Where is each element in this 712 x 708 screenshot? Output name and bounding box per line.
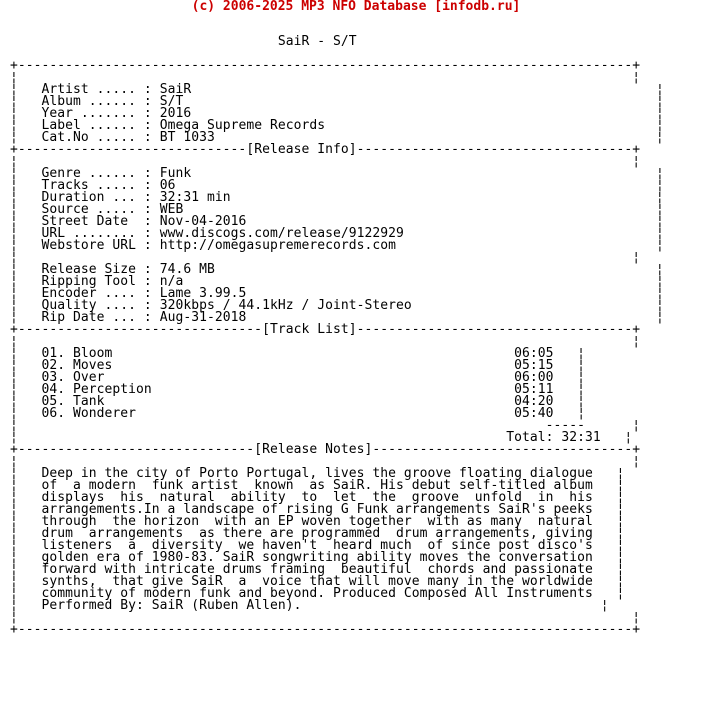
source-value: WEB [159, 202, 184, 217]
label-label: Label ...... : [41, 118, 160, 133]
track-title: 03. Over [41, 370, 105, 385]
url-value[interactable]: www.discogs.com/release/9122929 [159, 226, 404, 241]
notes-line: synths, that give SaiR a voice that will move many in the worldwide [41, 574, 593, 589]
section-release-notes: [Release Notes] [254, 442, 373, 457]
notes-line: drum arrangements as there are programmed drum arrangements, giving [41, 526, 593, 541]
duration-label: Duration ... : [41, 190, 160, 205]
divider-release-info: +----------------------------- [10, 142, 247, 157]
year-label: Year ....... : [41, 106, 160, 121]
total-time: 32:31 [561, 430, 601, 445]
track-time: 05:11 [514, 382, 554, 397]
section-track-list: [Track List] [262, 322, 357, 337]
track-time: 05:40 [514, 406, 554, 421]
ripping-tool-value: n/a [159, 274, 184, 289]
border-top: +------------------------------------------------------------------------------+ [10, 58, 641, 73]
track-title: 05. Tank [41, 394, 105, 409]
track-title: 02. Moves [41, 358, 113, 373]
nfo-text: SaiR - S/T +------------------------------------------------------------------------------+ ¦ ¦ ¦ Artist ..... : SaiR ¦ ¦ Album ...... : S/T ¦ ¦ Year ....... : 2016 ¦ ¦ Label ...... : Omega Supreme Records ¦ ¦ Cat.No ..... : BT 1033 ¦ +-----------------------------[Release Info]-----------------------------------+ ¦ ¦ ¦ Genre ...... : Funk ¦ ¦ Tracks ..... : 06 ¦ ¦ Duration ... : 32:31 min ¦ ¦ Source ..... : WEB ¦ ¦ Street Date : Nov-04-2016 ¦ ¦ URL ........ : www.discogs.com/release/9122929 ¦ ¦ Webstore URL : http://omegasupremerecords.com ¦ ¦ ¦ ¦ Release Size : 74.6 MB ¦ ¦ Ripping Tool : n/a ¦ ¦ Encoder .... : Lame 3.99.5 ¦ ¦ Quality .... : 320kbps / 44.1kHz / Joint-Stereo ¦ ¦ Rip Date ... : Aug-31-2018 ¦ +-------------------------------[Track List]-----------------------------------+ ¦ ¦ ¦ 01. Bloom 06:05 ¦ ¦ 02. Moves 05:15 ¦ ¦ 03. Over 06:00 ¦ ¦ 04. Perception 05:11 ¦ ¦ 05. Tank 04:20 ¦ ¦ 06. Wonderer 05:40 ¦ ¦ ----- ¦ ¦ Total: 32:31 ¦ +------------------------------[Release Notes]---------------------------------+ ¦ ¦ ¦ Deep in the city of Porto Portugal, lives the groove floating dialogue ¦ ¦ of a modern funk artist known as SaiR. His debut self-titled album ¦ ¦ displays his natural ability to let the groove unfold in his ¦ ¦ arrangements.In a landscape of rising G Funk arrangements SaiR's peeks ¦ ¦ through the horizon with an EP woven together with as many natural ¦ ¦ drum arrangements as there are programmed drum arrangements, giving ¦ ¦ listeners a diversity we haven't heard much of since post disco's ¦ ¦ golden era of 1980-83. SaiR songwriting ability moves the conversation ¦ ¦ forward with intricate drums framing beautiful chords and passionate ¦ ¦ synths, that give SaiR a voice that will move many in the worldwide ¦ ¦ community of modern funk and beyond. Produced Composed All Instruments ¦ ¦ Performed By: SaiR (Ruben Allen). ¦ ¦ ¦ +------------------------------------------------------------------------------+ [10, 34, 664, 637]
webstore-label: Webstore URL : [41, 238, 160, 253]
catno-label: Cat.No ..... : [41, 130, 160, 145]
webstore-value[interactable]: http://omegasupremerecords.com [159, 238, 396, 253]
notes-line: Performed By: SaiR (Ruben Allen). [41, 598, 302, 613]
notes-line: community of modern funk and beyond. Produced Composed All Instruments [41, 586, 593, 601]
divider-track-list: +------------------------------- [10, 322, 263, 337]
label-value: Omega Supreme Records [159, 118, 326, 133]
track-time: 04:20 [514, 394, 554, 409]
catno-value: BT 1033 [159, 130, 215, 145]
notes-line: Deep in the city of Porto Portugal, lives the groove floating dialogue [41, 466, 593, 481]
release-size-label: Release Size : [41, 262, 160, 277]
total-label: Total: [506, 430, 562, 445]
track-time: 06:05 [514, 346, 554, 361]
artist-label: Artist ..... : [41, 82, 160, 97]
url-label: URL ........ : [41, 226, 160, 241]
notes-line: through the horizon with an EP woven together with as many natural [41, 514, 593, 529]
border-bottom: +------------------------------------------------------------------------------+ [10, 622, 641, 637]
track-title: 01. Bloom [41, 346, 113, 361]
source-label: Source ..... : [41, 202, 160, 217]
tracks-value: 06 [159, 178, 176, 193]
album-value: S/T [159, 94, 184, 109]
genre-value: Funk [159, 166, 192, 181]
notes-line: of a modern funk artist known as SaiR. His debut self-titled album [41, 478, 593, 493]
divider-release-notes: +------------------------------ [10, 442, 255, 457]
notes-line: displays his natural ability to let the groove unfold in his [41, 490, 593, 505]
track-time: 05:15 [514, 358, 554, 373]
ripping-tool-label: Ripping Tool : [41, 274, 160, 289]
encoder-label: Encoder .... : [41, 286, 160, 301]
artist-value: SaiR [159, 82, 192, 97]
release-size-value: 74.6 MB [159, 262, 215, 277]
rip-date-value: Aug-31-2018 [159, 310, 247, 325]
notes-line: forward with intricate drums framing beautiful chords and passionate [41, 562, 593, 577]
rip-date-label: Rip Date ... : [41, 310, 160, 325]
border: ¦ [10, 70, 18, 85]
quality-value: 320kbps / 44.1kHz / Joint-Stereo [159, 298, 412, 313]
street-date-value: Nov-04-2016 [159, 214, 247, 229]
album-label: Album ...... : [41, 94, 160, 109]
track-time: 06:00 [514, 370, 554, 385]
total-rule: ----- [545, 418, 586, 433]
genre-label: Genre ...... : [41, 166, 160, 181]
track-title: 06. Wonderer [41, 406, 137, 421]
tracks-label: Tracks ..... : [41, 178, 160, 193]
section-release-info: [Release Info] [246, 142, 357, 157]
encoder-value: Lame 3.99.5 [159, 286, 247, 301]
release-title: SaiR - S/T [277, 34, 357, 49]
year-value: 2016 [159, 106, 192, 121]
quality-label: Quality .... : [41, 298, 160, 313]
notes-line: listeners a diversity we haven't heard much of since post disco's [41, 538, 593, 553]
site-header: (c) 2006-2025 MP3 NFO Database [infodb.ru] [191, 0, 521, 14]
duration-value: 32:31 min [159, 190, 231, 205]
track-title: 04. Perception [41, 382, 152, 397]
street-date-label: Street Date : [41, 214, 160, 229]
notes-line: arrangements.In a landscape of rising G Funk arrangements SaiR's peeks [41, 502, 593, 517]
notes-line: golden era of 1980-83. SaiR songwriting ability moves the conversation [41, 550, 593, 565]
nfo-title [10, 34, 278, 49]
